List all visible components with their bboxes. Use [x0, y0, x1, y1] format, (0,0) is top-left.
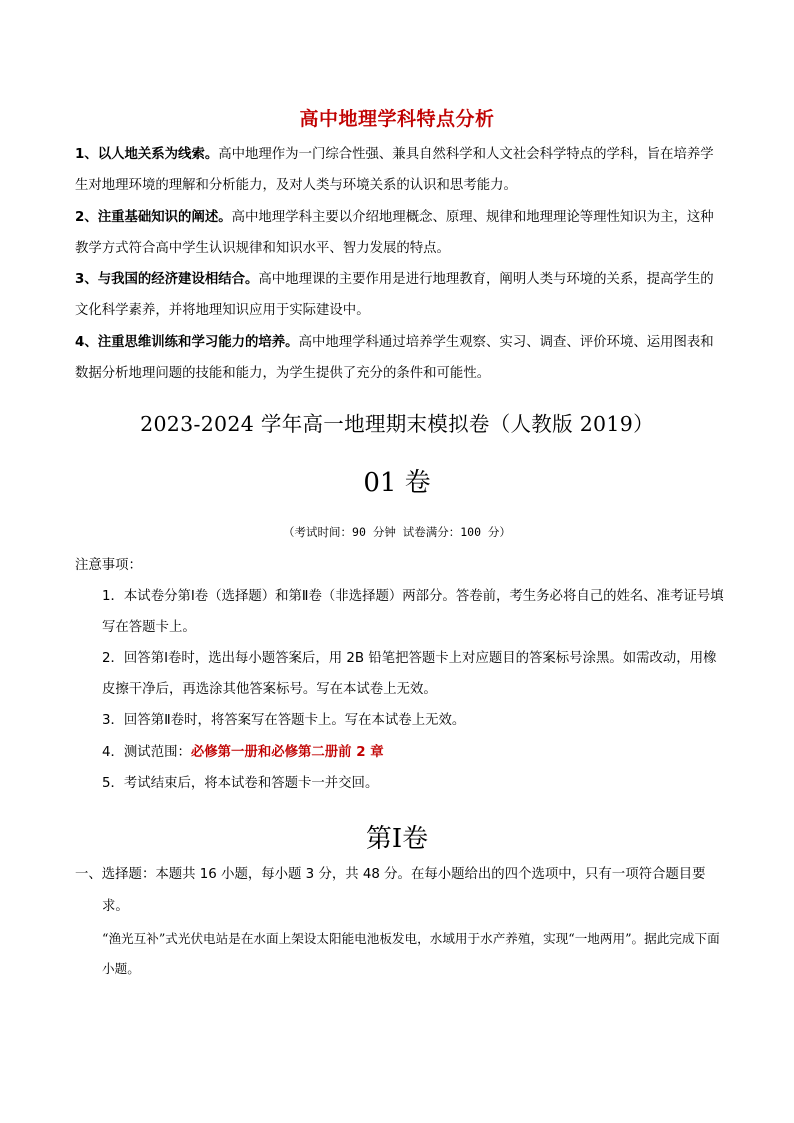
intro-item [75, 327, 725, 390]
passage-text: “渔光互补”式光伏电站是在水面上架设太阳能电池板发电，水域用于水产养殖，实现“一地两用”。据此完成下面小题。 [102, 931, 720, 976]
intro-title: 高中地理学科特点分析 [299, 108, 495, 130]
intro-item [75, 202, 725, 265]
intro-item-lead: 2、注重基础知识的阐述。 [75, 209, 232, 225]
question-heading-line: 一、选择题：本题共 16 小题，每小题 3 分，共 48 分。在每小题给出的四个选项中，只有一项符合题目要 [75, 867, 706, 882]
exam-title: 2023-2024 学年高一地理期末模拟卷（人教版 2019） [140, 412, 654, 436]
note-item: 2．回答第Ⅰ卷时，选出每小题答案后，用 2B 铅笔把答题卡上对应题目的答案标号涂黑。如需改动，用橡皮擦干净后，再选涂其他答案标号。写在本试卷上无效。 [102, 651, 717, 698]
volume-number: 01 卷 [363, 468, 431, 498]
question-passage [75, 924, 725, 984]
test-range: 必修第一册和必修第二册前 2 章 [190, 744, 384, 760]
intro-item [75, 139, 725, 202]
section-title: 第Ⅰ卷 [365, 824, 429, 854]
intro-item-lead: 4、注重思维训练和学习能力的培养。 [75, 334, 299, 350]
question-heading [75, 859, 725, 923]
note-item: 1．本试卷分第Ⅰ卷（选择题）和第Ⅱ卷（非选择题）两部分。答卷前，考生务必将自己的姓名、准考证号填写在答题卡上。 [102, 589, 724, 636]
note-item [75, 737, 725, 768]
intro-list [75, 139, 725, 389]
intro-item-text: 高中地理课的主要作用是进行地理教育，阐明人类与环境的关系，提高学生的文化科学素养，并将地理知识应用于实际建设中。 [75, 272, 714, 319]
intro-item-lead: 1、以人地关系为线索。 [75, 147, 219, 162]
exam-info: （考试时间：90 分钟 试卷满分：100 分） [283, 525, 511, 539]
note-item: 3．回答第Ⅱ卷时，将答案写在答题卡上。写在本试卷上无效。 [102, 713, 466, 729]
intro-item-lead: 3、与我国的经济建设相结合。 [75, 272, 259, 288]
notes-heading: 注意事项： [75, 558, 142, 573]
intro-item-text: 高中地理作为一门综合性强、兼具自然科学和人文社会科学特点的学科，旨在培养学生对地理环境的理解和分析能力，及对人类与环境关系的认识和思考能力。 [75, 147, 714, 194]
intro-item-text: 高中地理学科通过培养学生观察、实习、调查、评价环境、运用图表和数据分析地理问题的技能和能力，为学生提供了充分的条件和可能性。 [75, 334, 714, 382]
intro-item [75, 264, 725, 327]
notes-section [75, 550, 725, 799]
note-item-prefix: 4．测试范围： [102, 744, 191, 760]
intro-item-text: 高中地理学科主要以介绍地理概念、原理、规律和地理理论等理性知识为主，这种教学方式符合高中学生认识规律和知识水平、智力发展的特点。 [75, 209, 714, 256]
note-item: 5．考试结束后，将本试卷和答题卡一并交回。 [102, 775, 379, 791]
question-heading-line: 求。 [102, 899, 129, 914]
